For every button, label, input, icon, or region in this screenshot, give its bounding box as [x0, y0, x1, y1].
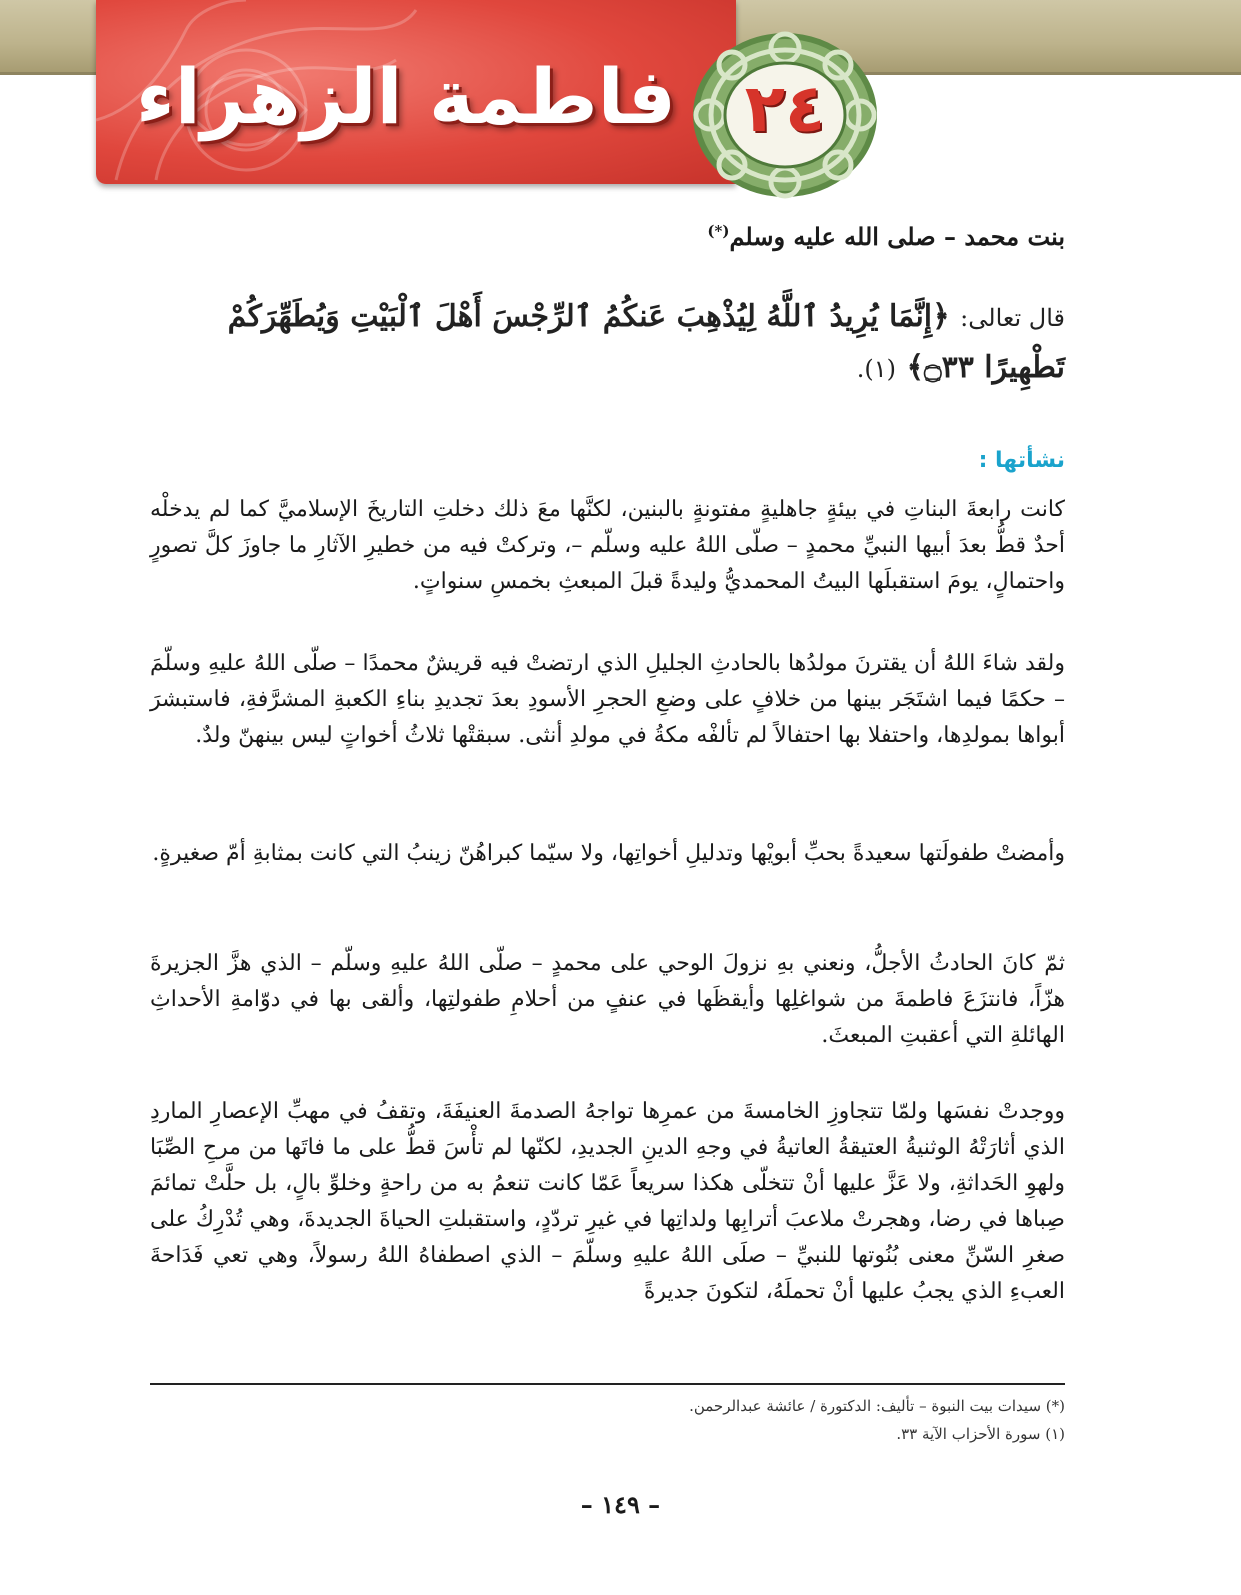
- chapter-title: فاطمة الزهراء: [135, 52, 676, 141]
- quran-verse: [150, 292, 1065, 394]
- page-number: – ١٤٩ –: [580, 1490, 661, 1519]
- section-title: نشأتها :: [978, 448, 1065, 473]
- verse-reference: (١).: [856, 355, 896, 383]
- footnotes: [150, 1392, 1065, 1448]
- chapter-number: ٢٤: [744, 70, 826, 147]
- subtitle-footnote-mark: (*): [707, 222, 730, 240]
- chapter-subtitle: [150, 222, 1065, 251]
- paragraph: كانت رابعةَ البناتِ في بيئةٍ جاهليةٍ مفتونةٍ بالبنين، لكنَّها معَ ذلك دخلتِ التاريخَ الإسلاميَّ كما لم يدخلْه أحدٌ قطُّ بعدَ أبيها النبيِّ محمدٍ – صلّى اللهُ عليه وسلّم –، وتركتْ فيه من خطيرِ الآثارِ ما جاوزَ كلَّ تصورٍ واحتمالٍ، يومَ استقبلَها البيتُ المحمديُّ وليدةً قبلَ المبعثِ بخمسِ سنواتٍ.: [150, 497, 1065, 594]
- paragraph: وأمضتْ طفولَتها سعيدةً بحبِّ أبويْها وتدليلِ أخواتِها، ولا سيّما كبراهُنّ زينبُ التي كانت بمثابةِ أمّ صغيرةٍ.: [152, 841, 1065, 866]
- verse-text: ﴿إِنَّمَا يُرِيدُ ٱللَّهُ لِيُذْهِبَ عَنكُمُ ٱلرِّجْسَ أَهْلَ ٱلْبَيْتِ وَيُطَهِّرَكُمْ تَطْهِيرًا ۝٣٣﴾: [227, 299, 1065, 385]
- verse-lead: قال تعالى:: [960, 304, 1065, 332]
- paragraph: ثمّ كانَ الحادثُ الأجلُّ، ونعني بهِ نزولَ الوحي على محمدٍ – صلّى اللهُ عليهِ وسلّم – الذي هزَّ الجزيرةَ هزّاً، فانتزَعَ فاطمةَ من شواغلِها وأيقظَها في عنفٍ من أحلامِ طفولتِها، وألقى بها في دوّامةِ الأحداثِ الهائلةِ التي أعقبتِ المبعثَ.: [150, 951, 1065, 1048]
- chapter-banner: [96, 0, 736, 184]
- chapter-number-medallion: [690, 30, 880, 200]
- footnote-divider: [150, 1383, 1065, 1385]
- footnote: (*) سيدات بيت النبوة – تأليف: الدكتورة / عائشة عبدالرحمن.: [689, 1397, 1065, 1415]
- paragraph: ولقد شاءَ اللهُ أن يقترنَ مولدُها بالحادثِ الجليلِ الذي ارتضتْ فيه قريشٌ محمدًا – صلّى اللهُ عليهِ وسلّمَ – حكمًا فيما اشتَجَر بينها من خلافٍ على وضعِ الحجرِ الأسودِ بعدَ تجديدِ بناءِ الكعبةِ المشرَّفةِ، فاستبشرَ أبواها بمولدِها، واحتفلا بها احتفالاً لم تألفْه مكةُ في مولدِ أنثى. سبقتْها ثلاثُ أخواتٍ ليس بينهنّ ولدٌ.: [150, 651, 1065, 748]
- subtitle-text: بنت محمد – صلى الله عليه وسلم: [729, 222, 1065, 251]
- footnote: (١) سورة الأحزاب الآية ٣٣.: [896, 1425, 1065, 1443]
- paragraph: ووجدتْ نفسَها ولمّا تتجاوزِ الخامسةَ من عمرِها تواجهُ الصدمةَ العنيفَةَ، وتقفُ في مهبِّ الإعصارِ الماردِ الذي أثارَتْهُ الوثنيةُ العتيقةُ العاتيةُ في وجهِ الدينِ الجديدِ، لكنّها لم تأْسَ قطُّ على ما فاتَها من مرحِ الصِّبَا ولهوِ الحَداثةِ، ولا عَزَّ عليها أنْ تتخلّى هكذا سريعاً عَمّا كانت تنعمُ به من راحةٍ وخلوِّ بالٍ، بل حلَّتْ تمائمَ صِباها في رضا، وهجرتْ ملاعبَ أترابِها ولداتِها في غيرِ تردّدٍ، واستقبلتِ الحياةَ الجديدةَ، وهي تُدْرِكُ على صغرِ السّنِّ معنى بُنُوتها للنبيِّ – صلَى اللهُ عليهِ وسلّمَ – الذي اصطفاهُ اللهُ رسولاً، وهي تعي فَدَاحةَ العبءِ الذي يجبُ عليها أنْ تحملَهُ، لتكونَ جديرةً: [150, 1099, 1065, 1304]
